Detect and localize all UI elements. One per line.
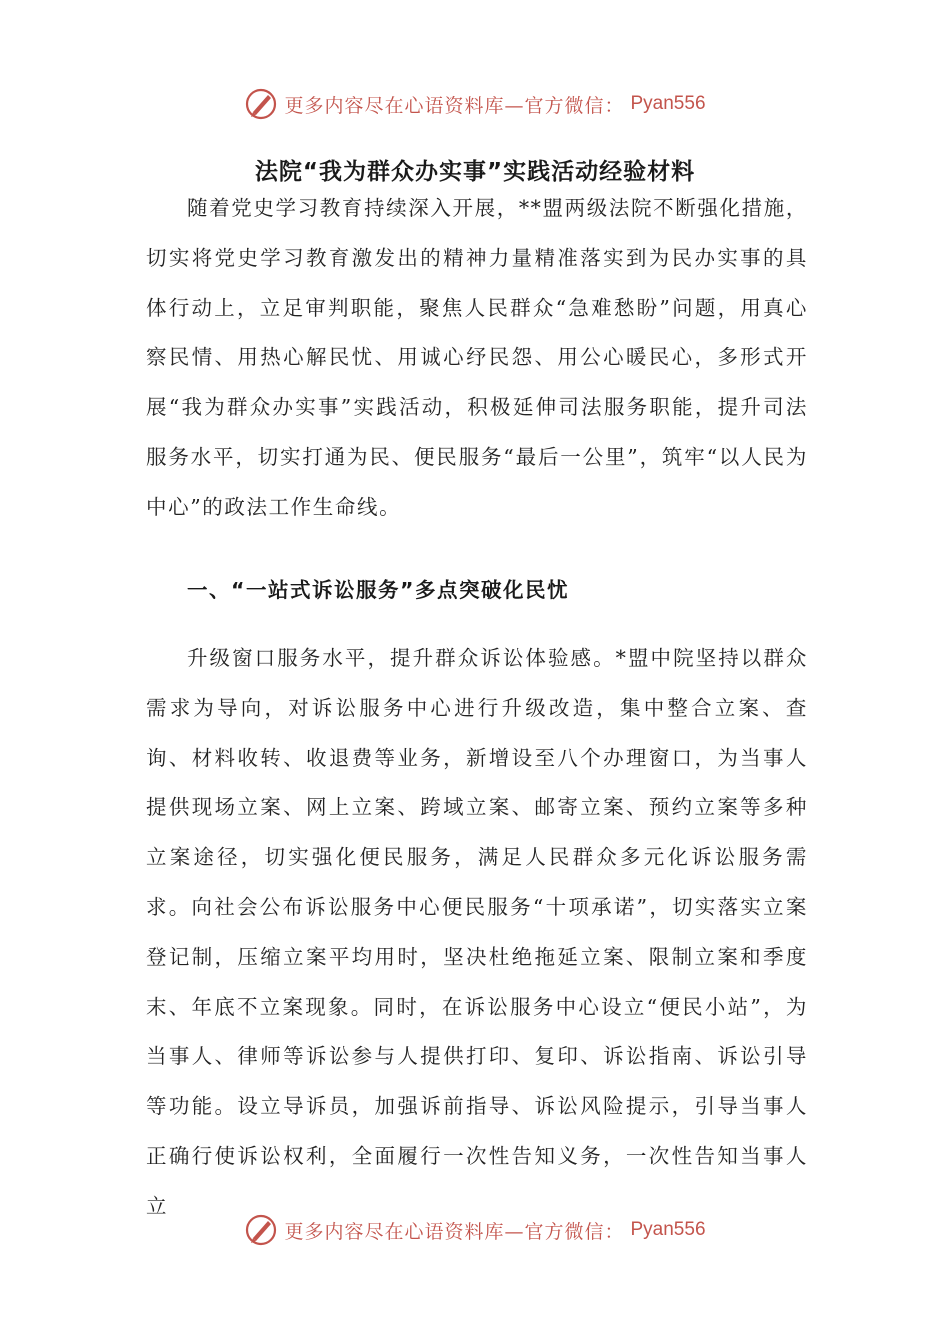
pen-circle-logo-icon [244,1213,278,1247]
watermark-wechat-id: Pyan556 [630,93,706,114]
section-1-heading: 一、“一站式诉讼服务”多点突破化民忧 [187,578,569,602]
watermark-text: 更多内容尽在心语资料库—官方微信： [284,94,625,117]
intro-paragraph: 随着党史学习教育持续深入开展，**盟两级法院不断强化措施，切实将党史学习教育激发出的精神力量精准落实到为民办实事的具体行动上，立足审判职能，聚焦人民群众“急难愁盼”问题，用真心察民情、用热心解民忧、用诚心纾民怨、用公心暖民心，多形式开展“我为群众办实事”实践活动，积极延伸司法服务职能，提升司法服务水平，切实打通为民、便民服务“最后一公里”，筑牢“以人民为中心”的政法工作生命线。 [146,196,808,519]
watermark-text: 更多内容尽在心语资料库—官方微信： [284,1220,625,1243]
document-title: 法院“我为群众办实事”实践活动经验材料 [254,159,696,185]
section-1-paragraph: 升级窗口服务水平，提升群众诉讼体验感。*盟中院坚持以群众需求为导向，对诉讼服务中心进行升级改造，集中整合立案、查询、材料收转、收退费等业务，新增设至八个办理窗口，为当事人提供现场立案、网上立案、跨域立案、邮寄立案、预约立案等多种立案途径，切实强化便民服务，满足人民群众多元化诉讼服务需求。向社会公布诉讼服务中心便民服务“十项承诺”，切实落实立案登记制，压缩立案平均用时，坚决杜绝拖延立案、限制立案和季度末、年底不立案现象。同时，在诉讼服务中心设立“便民小站”，为当事人、律师等诉讼参与人提供打印、复印、诉讼指南、诉讼引导等功能。设立导诉员，加强诉前指导、诉讼风险提示，引导当事人正确行使诉讼权利，全面履行一次性告知义务，一次性告知当事人立 [146,646,808,1218]
pen-circle-logo-icon [244,87,278,121]
watermark-footer [0,1210,950,1250]
watermark-header [0,84,950,124]
watermark-wechat-id: Pyan556 [630,1219,706,1240]
